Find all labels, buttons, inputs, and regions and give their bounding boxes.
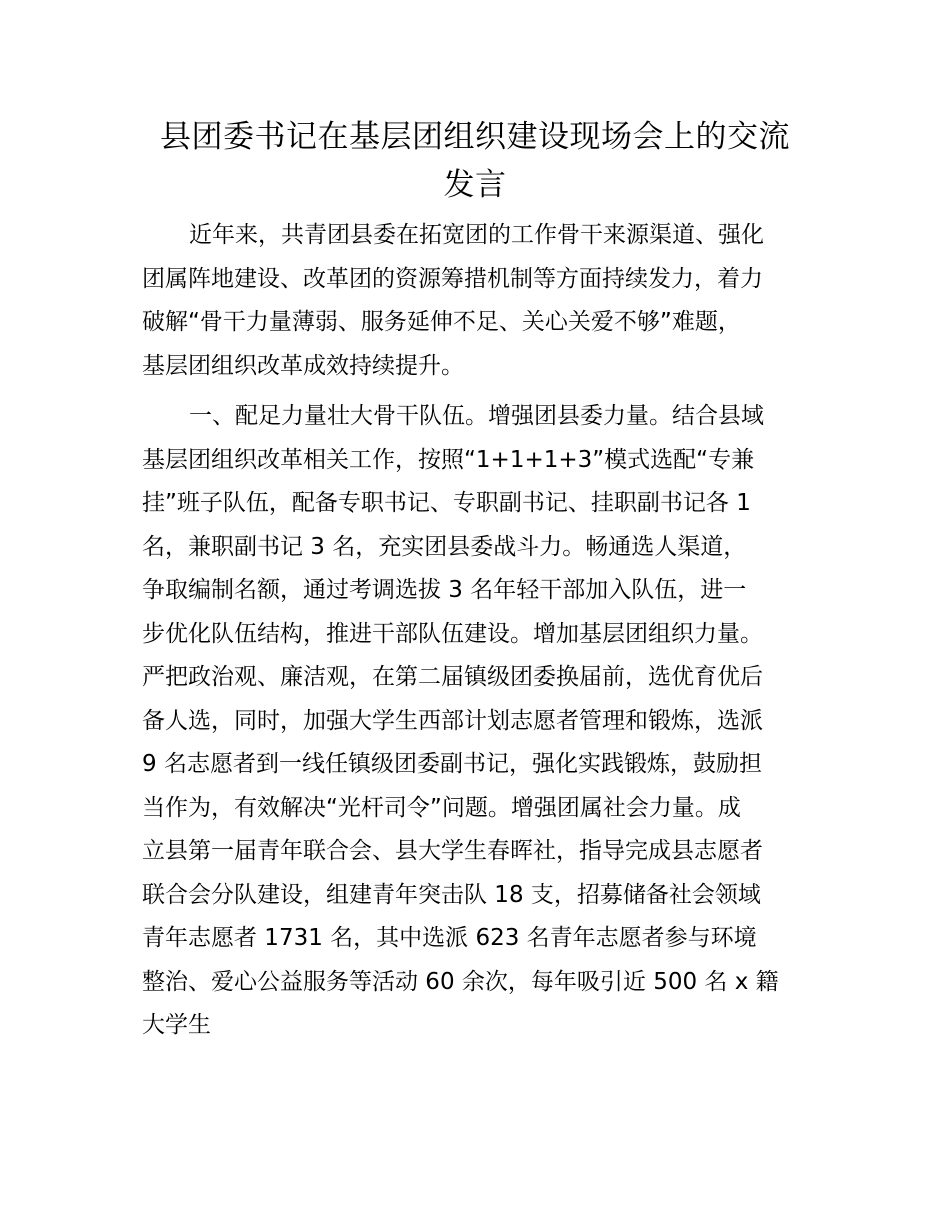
paragraph-line: 步优化队伍结构，推进干部队伍建设。增加基层团组织力量。 xyxy=(142,620,763,647)
document-title xyxy=(130,113,820,209)
paragraph-line: 破解“骨干力量薄弱、服务延伸不足、关心关爱不够”难题， xyxy=(142,309,741,335)
paragraph-line: 备人选，同时，加强大学生西部计划志愿者管理和锻炼，选派 xyxy=(142,707,763,734)
paragraph-line: 基层团组织改革相关工作，按照“1+1+1+3”模式选配“专兼 xyxy=(142,446,755,473)
paragraph-line: 名，兼职副书记 3 名，充实团县委战斗力。畅通选人渠道， xyxy=(142,533,747,560)
paragraph-line: 挂”班子队伍，配备专职书记、专职副书记、挂职副书记各 1 xyxy=(142,490,751,516)
paragraph-line: 争取编制名额，通过考调选拔 3 名年轻干部加入队伍，进一 xyxy=(142,577,747,603)
paragraph-section-one xyxy=(142,395,812,1048)
paragraph-line: 一、配足力量壮大骨干队伍。增强团县委力量。结合县域 xyxy=(189,403,764,429)
paragraph-line: 近年来，共青团县委在拓宽团的工作骨干来源渠道、强化 xyxy=(189,222,764,248)
paragraph-line: 9 名志愿者到一线任镇级团委副书记，强化实践锻炼，鼓励担 xyxy=(142,751,762,777)
paragraph-line: 严把政治观、廉洁观，在第二届镇级团委换届前，选优育优后 xyxy=(142,664,763,690)
paragraph-line: 基层团组织改革成效持续提升。 xyxy=(142,352,464,379)
title-line: 县团委书记在基层团组织建设现场会上的交流 xyxy=(160,119,790,155)
paragraph-line: 青年志愿者 1731 名，其中选派 623 名青年志愿者参与环境 xyxy=(142,925,757,951)
paragraph-line: 大学生 xyxy=(142,1012,211,1038)
paragraph-line: 立县第一届青年联合会、县大学生春晖社，指导完成县志愿者 xyxy=(142,838,763,864)
title-line: 发言 xyxy=(443,167,507,203)
paragraph-intro xyxy=(142,214,812,388)
paragraph-line: 整治、爱心公益服务等活动 60 余次，每年吸引近 500 名 x 籍 xyxy=(142,968,779,995)
paragraph-line: 联合会分队建设，组建青年突击队 18 支，招募储备社会领域 xyxy=(142,881,761,908)
paragraph-line: 当作为，有效解决“光杆司令”问题。增强团属社会力量。成 xyxy=(142,794,741,821)
paragraph-line: 团属阵地建设、改革团的资源筹措机制等方面持续发力，着力 xyxy=(142,265,763,292)
